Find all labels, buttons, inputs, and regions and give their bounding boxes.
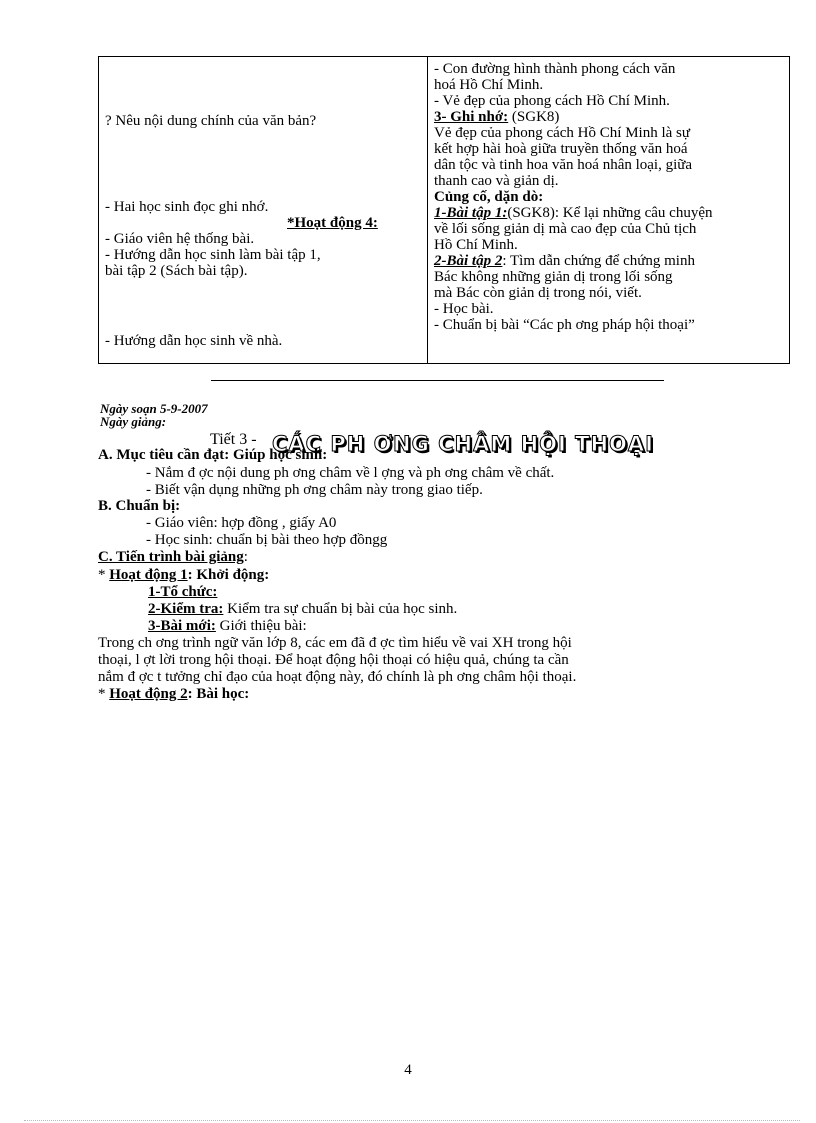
content-line: về lối sống giản dị mà cao đẹp của Chủ tịch [434, 221, 697, 237]
date-taught: Ngày giảng: [100, 414, 167, 429]
intro-paragraph-line: Trong ch ơng trình ngữ văn lớp 8, các em đã đ ợc tìm hiểu về vai XH trong hội [98, 635, 572, 651]
activity-1-rest: : Khởi động: [187, 567, 270, 583]
ghinho-ref: (SGK8) [508, 109, 560, 125]
section-b-heading: B. Chuẩn bị: [98, 498, 181, 514]
bt2-line [434, 253, 783, 269]
guide-exercises: - Hướng dẫn học sinh làm bài tập 1, [105, 247, 321, 263]
section-c-heading [98, 549, 248, 565]
guide-home: - Hướng dẫn học sinh về nhà. [105, 333, 283, 349]
teacher-activities-cell [99, 57, 428, 364]
activity-2-heading [98, 686, 249, 702]
lesson-number: Tiết 3 - [210, 431, 257, 448]
page-number: 4 [404, 1062, 412, 1078]
content-line: - Con đường hình thành phong cách văn [434, 61, 676, 77]
content-line: Vẻ đẹp của phong cách Hồ Chí Minh là sự [434, 125, 690, 141]
activity-2-rest: : Bài học: [187, 686, 250, 702]
content-line: - Vẻ đẹp của phong cách Hồ Chí Minh. [434, 93, 670, 109]
kiem-tra-text: Kiểm tra sự chuẩn bị bài của học sinh. [223, 601, 458, 617]
content-line: mà Bác còn giản dị trong nói, viết. [434, 285, 642, 301]
guide-exercises-2: bài tập 2 (Sách bài tập). [105, 263, 248, 279]
to-chuc: 1-Tổ chức: [148, 584, 218, 600]
activity-1-star: * [98, 567, 110, 583]
content-line: Hồ Chí Minh. [434, 237, 518, 253]
page-edge-dotted-line [24, 1120, 800, 1121]
section-a-item: - Nắm đ ợc nội dung ph ơng châm về l ợng và ph ơng châm về chất. [146, 465, 555, 481]
cungco-heading: Củng cố, dặn dò: [434, 189, 544, 205]
activity-2-star: * [98, 686, 110, 702]
section-c-label: C. Tiến trình bài giảng [98, 549, 244, 565]
lesson-title: CÁC PH ƠNG CHÂM HỘI THOẠI [272, 432, 654, 456]
section-a-item: - Biết vận dụng những ph ơng châm này trong giao tiếp. [146, 482, 483, 498]
ghinho-label: 3- Ghi nhớ: [434, 109, 509, 125]
content-line: dân tộc và tinh hoa văn hoá nhân loại, giữa [434, 157, 693, 173]
bt1-line [434, 205, 783, 221]
section-b-item: - Giáo viên: hợp đồng , giấy A0 [146, 515, 337, 531]
intro-paragraph-line: thoại, l ợt lời trong hội thoại. Để hoạt động hội thoại có hiệu quả, chúng ta cần [98, 652, 569, 668]
section-a-heading: A. Mục tiêu cần đạt: Giúp học sinh: [98, 447, 328, 463]
bt2-label: 2-Bài tập 2 [434, 253, 503, 269]
content-cell [428, 57, 790, 364]
content-line: thanh cao và giản dị. [434, 173, 559, 189]
content-line: - Học bài. [434, 301, 494, 317]
bt1-text: (SGK8): Kể lại những câu chuyện [507, 205, 713, 221]
bai-moi-text: Giới thiệu bài: [215, 618, 307, 634]
intro-paragraph-line: nắm đ ợc t tưởng chỉ đạo của hoạt động này, đó chính là ph ơng châm hội thoại. [98, 669, 577, 685]
activity-1-heading [98, 567, 269, 583]
divider-line [211, 380, 664, 381]
read-notes: - Hai học sinh đọc ghi nhớ. [105, 199, 269, 215]
content-line: kết hợp hài hoà giữa truyền thống văn hoá [434, 141, 688, 157]
content-line: Bác không những giản dị trong lối sống [434, 269, 673, 285]
lesson-table [98, 56, 790, 364]
activity-4-heading: *Hoạt động 4: [287, 215, 378, 231]
content-line: - Chuẩn bị bài “Các ph ơng pháp hội thoại” [434, 317, 695, 333]
activity-1-label: Hoạt động 1 [109, 567, 188, 583]
bt1-label: 1-Bài tập 1: [434, 205, 508, 221]
bt2-text: : Tìm dẫn chứng để chứng minh [502, 253, 695, 269]
question-content: ? Nêu nội dung chính của văn bản? [105, 113, 317, 129]
kiem-tra-line [148, 601, 457, 617]
bai-moi-line [148, 618, 307, 634]
kiem-tra-label: 2-Kiểm tra: [148, 601, 224, 617]
activity-2-label: Hoạt động 2 [109, 686, 188, 702]
section-b-item: - Học sinh: chuẩn bị bài theo hợp đồngg [146, 532, 388, 548]
section-c-colon: : [243, 549, 248, 565]
ghinho-line [434, 109, 783, 125]
bai-moi-label: 3-Bài mới: [148, 618, 216, 634]
teacher-system: - Giáo viên hệ thống bài. [105, 231, 255, 247]
date-prepared: Ngày soạn 5-9-2007 [100, 401, 208, 416]
content-line: hoá Hồ Chí Minh. [434, 77, 544, 93]
